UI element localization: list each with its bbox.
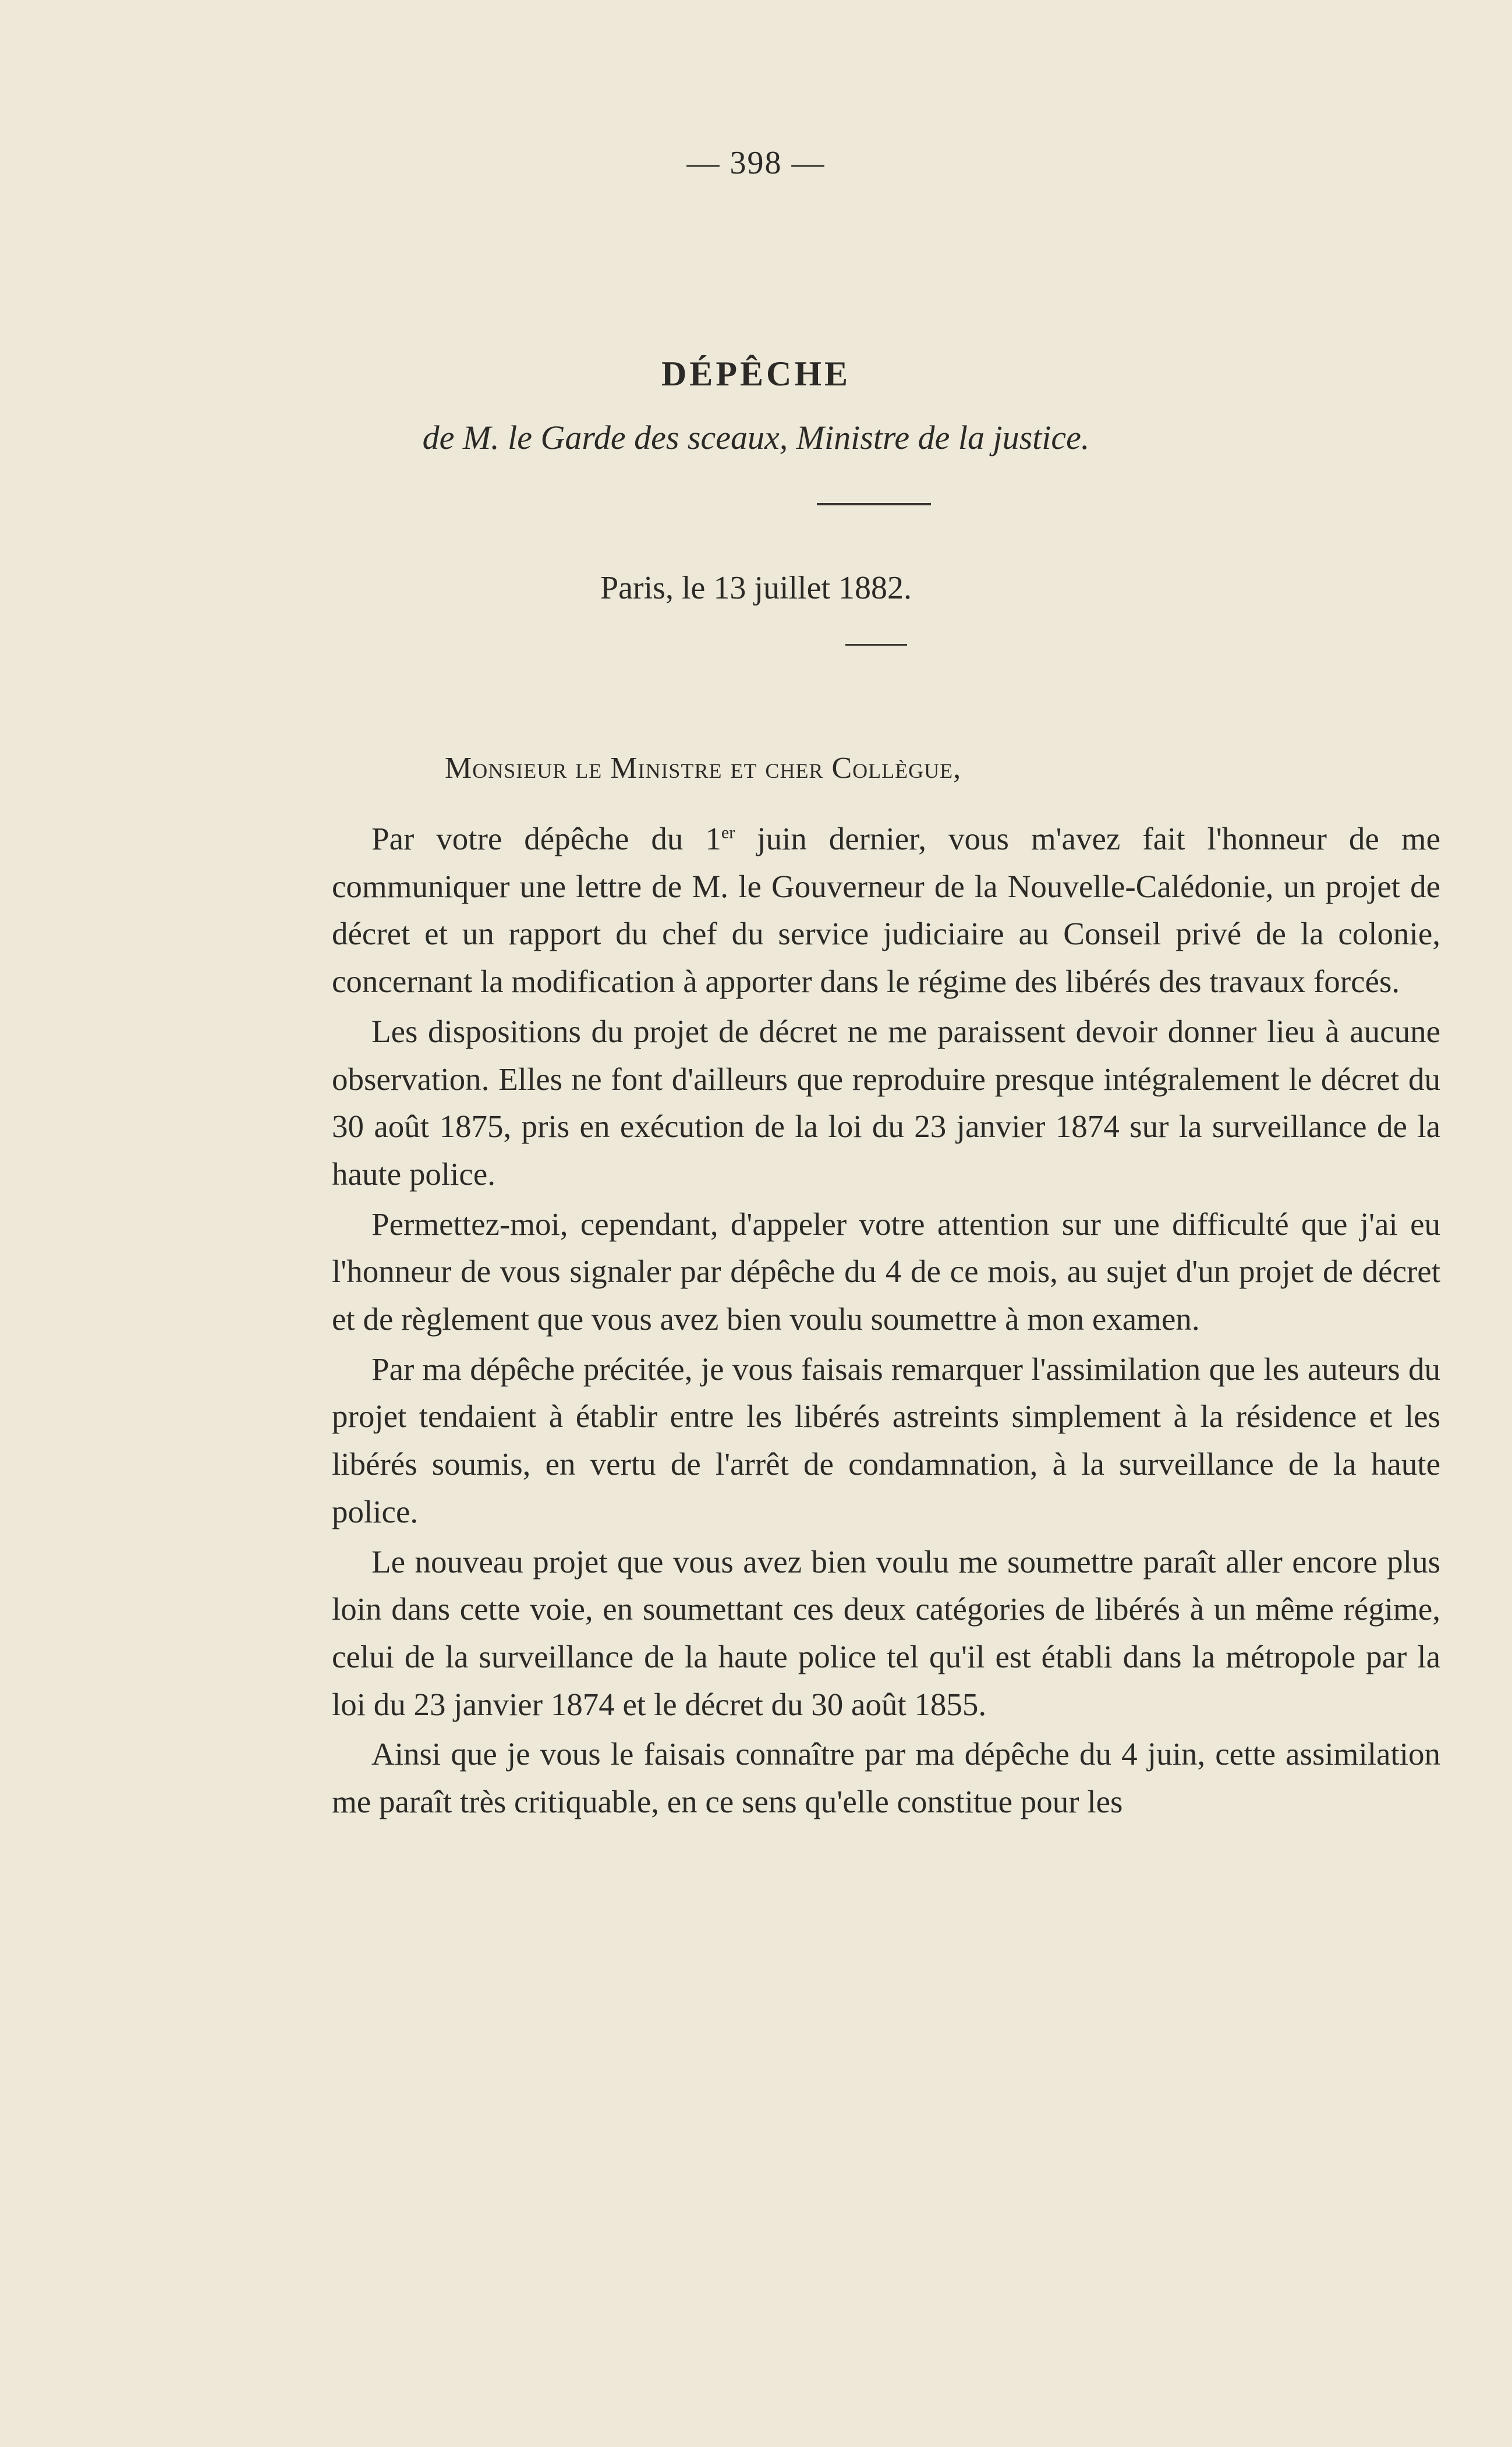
paragraph-2: Les dispositions du projet de décret ne me paraissent devoir donner lieu à aucune observation. Elles ne font d'ailleurs que reproduire presque intégralement le décret du 30 août 1875, pris en exécution de la loi du 23 janvier 1874 sur la surveillance de la haute police. (332, 1013, 1440, 1192)
page-number: — 398 — (686, 145, 826, 181)
document-subtitle: de M. le Garde des sceaux, Ministre de la justice. (422, 419, 1090, 456)
paragraph-3: Permettez-moi, cependant, d'appeler votre attention sur une difficulté que j'ai eu l'honneur de vous signaler par dépêche du 4 de ce mois, au sujet d'un projet de décret et de règlement que vous avez bien voulu soumettre à mon examen. (332, 1206, 1440, 1337)
salutation: Monsieur le Ministre et cher Collègue, (445, 752, 962, 785)
dateline: Paris, le 13 juillet 1882. (600, 570, 912, 606)
letter-body (332, 815, 1440, 1828)
paragraph-4: Par ma dépêche précitée, je vous faisais remarquer l'assimilation que les auteurs du projet tendaient à établir entre les libérés astreints simplement à la résidence et les libérés soumis, en vertu de l'arrêt de condamnation, à la surveillance de la haute police. (332, 1351, 1440, 1529)
document-title: DÉPÊCHE (661, 355, 851, 393)
paragraph-1 (332, 815, 1440, 1005)
paragraph-6: Ainsi que je vous le faisais connaître par ma dépêche du 4 juin, cette assimilation me paraît très critiquable, en ce sens qu'elle constitue pour les (332, 1736, 1440, 1820)
paragraph-1-rest: juin dernier, vous m'avez fait l'honneur de me communiquer une lettre de M. le Gouverneur de la Nouvelle-Calédonie, un projet de décret et un rapport du chef du service judiciaire au Conseil privé de la colonie, concernant la modification à apporter dans le régime des libérés des travaux forcés. (332, 821, 1440, 1000)
superscript-er: er (721, 823, 735, 842)
separator-rule-short (845, 644, 907, 646)
paragraph-1-start: Par votre dépêche du 1 (371, 821, 721, 856)
separator-rule (817, 503, 931, 505)
paragraph-5: Le nouveau projet que vous avez bien voulu me soumettre paraît aller encore plus loin dans cette voie, en soumettant ces deux catégories de libérés à un même régime, celui de la surveillance de la haute police tel qu'il est établi dans la métropole par la loi du 23 janvier 1874 et le décret du 30 août 1855. (332, 1543, 1440, 1722)
